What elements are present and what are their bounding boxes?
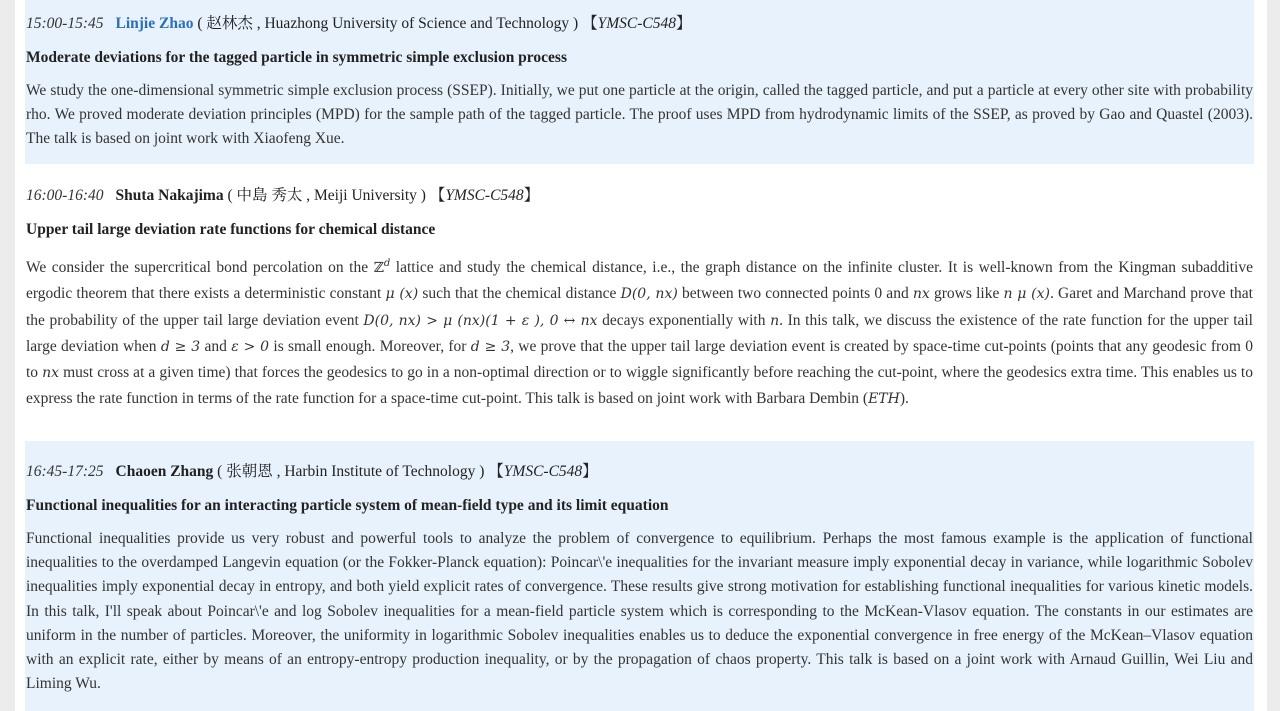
room-bracket: 】 (523, 187, 540, 204)
speaker-name: Chaoen Zhang (115, 463, 214, 480)
speaker-affiliation: ( 中島 秀太 , Meiji University ) 【 (223, 187, 446, 204)
math-d-ge-3: d ≥ 3 (160, 338, 201, 355)
math-growth: n μ (x) (1003, 286, 1050, 303)
talk-header (26, 0, 1253, 34)
room-bracket: 】 (582, 463, 598, 480)
math-z: ℤ (373, 260, 384, 277)
talk-header (26, 164, 1253, 206)
math-d-exponent: d (383, 258, 391, 269)
math-nx: nx (42, 364, 60, 381)
talk-abstract: Functional inequalities provide us very robust and powerful tools to analyze the problem of convergence to equilibrium. Perhaps the most famous example is the application of functional inequalities to the overdamped Langevin equation (or the Fokker-Planck equation): Poincar\'e inequalities for the invariant measure imply exponential decay in variance, while logarithmic Sobolev inequalities imply exponential decay in entropy, and both yield explicit rates of convergence. These results give strong motivation for establishing functional inequalities for various kinetic models. In this talk, I'll speak about Poincar\'e and log Sobolev inequalities for a mean-field particle system which is corresponding to the McKean-Vlasov equation. The constants in our estimates are uniform in the number of particles. Moreover, the uniformity in logarithmic Sobolev inequalities enables us to deduce the exponential convergence in free energy of the McKean–Vlasov equation with an explicit rate, either by means of an entropy-entropy production inequality, or by the propagation of chaos property. This talk is based on a joint work with Arnaud Guillin, Wei Liu and Liming Wu. (26, 530, 1253, 693)
room-bracket: 】 (675, 15, 692, 32)
talk-title: Moderate deviations for the tagged particle in symmetric simple exclusion process (26, 49, 567, 66)
talk-time: 15:00-15:45 (26, 15, 104, 32)
talk-block (25, 164, 1254, 441)
talk-abstract: We study the one-dimensional symmetric simple exclusion process (SSEP). Initially, we put one particle at the origin, called the tagged particle, and put a particle at every other site with probability rho. We proved moderate deviation principles (MPD) for the sample path of the tagged particle. The proof uses MPD from hydrodynamic limits of the SSEP, as proved by Gao and Quastel (2003). The talk is based on joint work with Xiaofeng Xue. (26, 82, 1253, 147)
speaker-affiliation: ( 张朝恩 , Harbin Institute of Technology ) 【 (213, 463, 504, 480)
talk-time: 16:45-17:25 (26, 463, 104, 480)
room-code: YMSC-C548 (503, 463, 583, 480)
talk-time: 16:00-16:40 (26, 187, 104, 204)
talk-header (26, 441, 1253, 482)
speaker-name: Shuta Nakajima (115, 187, 224, 204)
math-d-ge-3: d ≥ 3 (470, 338, 511, 355)
math-distance: D(0, nx) (620, 286, 678, 303)
talk-abstract: We consider the supercritical bond percolation on the ℤ$^d$ lattice and study the chemical distance, i.e., the graph distance on the infinite cluster. It is well-known from the Kingman subadditive ergodic theorem that there exists a deterministic constant μ (x) such that the chemical distance D(0, nx) between two connected points 0 and nx grows like n μ (x). Garet and Marchand prove that the probability of the upper tail large deviation event D(0, nx) > μ (nx)(1 + ε ), 0 ↔ nx decays exponentially with n. In this talk, we discuss the existence of the rate function for the upper tail large deviation when d ≥ 3 and ε > 0 is small enough. Moreover, for d ≥ 3, we prove that the upper tail large deviation event is created by space-time cut-points (points that any geodesic from 0 to nx must cross at a given time) that forces the geodesics to go in a non-optimal direction or to wiggle significantly before reaching the cut-point, where the geodesics extra time. This enables us to express the rate function in terms of the rate function for a space-time cut-point. This talk is based on joint work with Barbara Dembin (ETH). (26, 258, 1254, 408)
talk-title: Upper tail large deviation rate functions for chemical distance (26, 221, 436, 238)
schedule-page (15, 0, 1267, 711)
math-n: n (770, 312, 780, 329)
math-nx: nx (912, 286, 930, 303)
math-event: D(0, nx) > μ (nx)(1 + ε ), 0 ↔ nx (363, 312, 598, 329)
room-code: YMSC-C548 (445, 187, 524, 204)
math-mu: μ (x) (385, 286, 419, 303)
talk-block (25, 0, 1254, 164)
talk-title: Functional inequalities for an interacting particle system of mean-field type and its limit equation (26, 497, 669, 514)
speaker-affiliation: ( 赵林杰 , Huazhong University of Science and Technology ) 【 (193, 15, 598, 32)
talk-block (25, 441, 1254, 711)
room-code: YMSC-C548 (597, 15, 676, 32)
math-epsilon: ε > 0 (231, 338, 270, 355)
speaker-link[interactable]: Linjie Zhao (115, 15, 194, 32)
math-eth: ETH (868, 391, 900, 408)
